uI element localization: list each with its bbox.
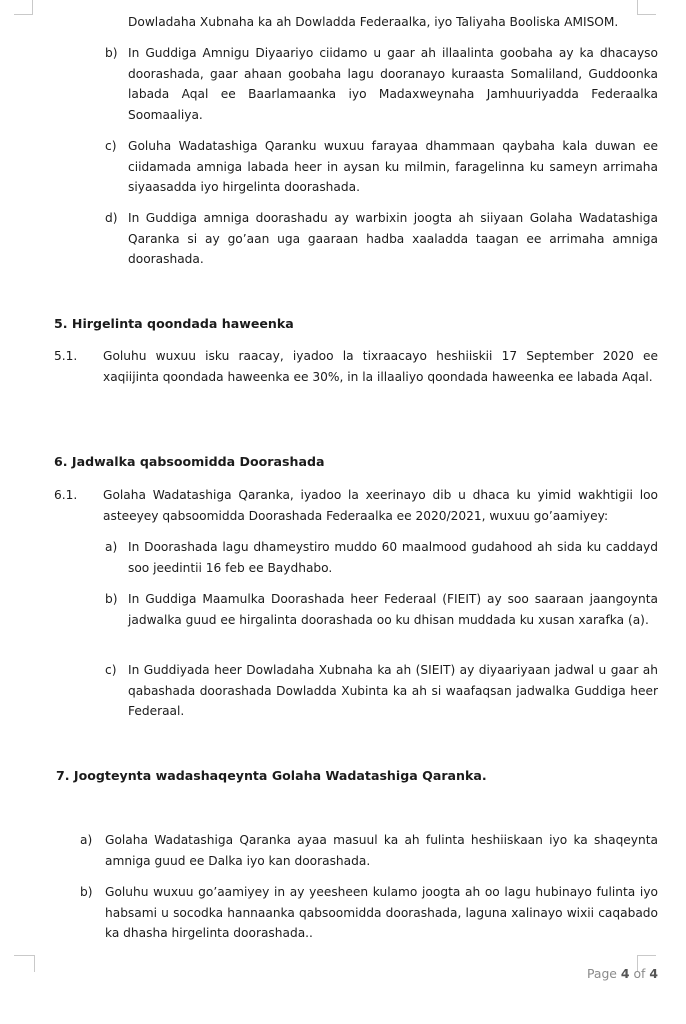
section-heading-7: 7. Joogteynta wadashaqeynta Golaha Wadatashiga Qaranka. xyxy=(56,768,487,783)
item-label: c) xyxy=(105,139,117,153)
item-label: b) xyxy=(80,885,93,899)
item-label: c) xyxy=(105,663,117,677)
item-label: b) xyxy=(105,46,118,60)
page-word: Page xyxy=(586,966,617,981)
crop-mark-top-left xyxy=(14,0,33,15)
page-current: 4 xyxy=(620,966,630,981)
list-item-text: In Doorashada lagu dhameystiro muddo 60 maalmood gudahood ah sida ku caddayd soo jeedintii 16 feb ee Baydhabo. xyxy=(128,540,658,575)
item-label: b) xyxy=(105,592,118,606)
intro-line: Dowladaha Xubnaha ka ah Dowladda Federaalka, iyo Taliyaha Booliska AMISOM. xyxy=(128,15,619,29)
section-heading-5: 5. Hirgelinta qoondada haweenka xyxy=(54,316,294,331)
subsection-text: Goluhu wuxuu isku raacay, iyadoo la tixraacayo heshiiskii 17 September 2020 ee xaqiijinta qoondada haweenka ee 30%, in la illaaliyo qoondada haweenka ee labada Aqal. xyxy=(103,349,658,384)
list-item-text: Goluhu wuxuu go’aamiyey in ay yeesheen kulamo joogta ah oo lagu hubinayo fulinta iyo habsami u socodka hannaanka qabsoomidda doorashada, laguna xalinayo wixii caqabado ka dhasha hirgelinta doorashada.. xyxy=(105,885,658,940)
list-item-text: In Guddiga Amnigu Diyaariyo ciidamo u gaar ah illaalinta goobaha ay ka dhacayso doorashada, gaar ahaan goobaha lagu dooranayo kuraasta Somaliland, Guddoonka labada Aqal ee Baarlamaanka iyo Madaxweynaha Jamhuuriyadda Federaalka Soomaaliya. xyxy=(128,46,658,122)
list-item-text: Golaha Wadatashiga Qaranka ayaa masuul ka ah fulinta heshiiskaan iyo ka shaqeynta amniga guud ee Dalka iyo kan doorashada. xyxy=(105,833,658,868)
subsection-text: Golaha Wadatashiga Qaranka, iyadoo la xeerinayo dib u dhaca ku yimid wakhtigii loo asteeyey qabsoomidda Doorashada Federaalka ee 2020/2021, wuxuu go’aamiyey: xyxy=(103,488,658,523)
of-word: of xyxy=(633,966,646,981)
page-total: 4 xyxy=(649,966,658,981)
subsection-number: 5.1. xyxy=(54,349,78,363)
item-label: d) xyxy=(105,211,118,225)
page-number xyxy=(587,966,658,981)
list-item-text: In Guddiga Maamulka Doorashada heer Federaal (FIEIT) ay soo saaraan jaangoynta jadwalka guud ee hirgalinta doorashada oo ku dhisan muddada ku xusan xarafka (a). xyxy=(128,592,658,627)
item-label: a) xyxy=(105,540,118,554)
section-heading-6: 6. Jadwalka qabsoomidda Doorashada xyxy=(54,454,325,469)
subsection-number: 6.1. xyxy=(54,488,78,502)
list-item-text: In Guddiga amniga doorashadu ay warbixin joogta ah siiyaan Golaha Wadatashiga Qaranka si ay go’aan uga gaaraan hadba xaaladda taagan ee arrimaha amniga doorashada. xyxy=(128,211,658,266)
list-item-text: Goluha Wadatashiga Qaranku wuxuu farayaa dhammaan qaybaha kala duwan ee ciidamada amniga labada heer in aysan ku milmin, faragelinna ku sameyn arrimaha siyaasadda iyo hirgelinta doorashada. xyxy=(128,139,658,194)
crop-mark-bottom-left xyxy=(14,955,35,972)
list-item-text: In Guddiyada heer Dowladaha Xubnaha ka ah (SIEIT) ay diyaariyaan jadwal u gaar ah qabashada doorashada Dowladda Xubinta ka ah si waafaqsan jadwalka Guddiga heer Federaal. xyxy=(128,663,658,718)
item-label: a) xyxy=(80,833,93,847)
